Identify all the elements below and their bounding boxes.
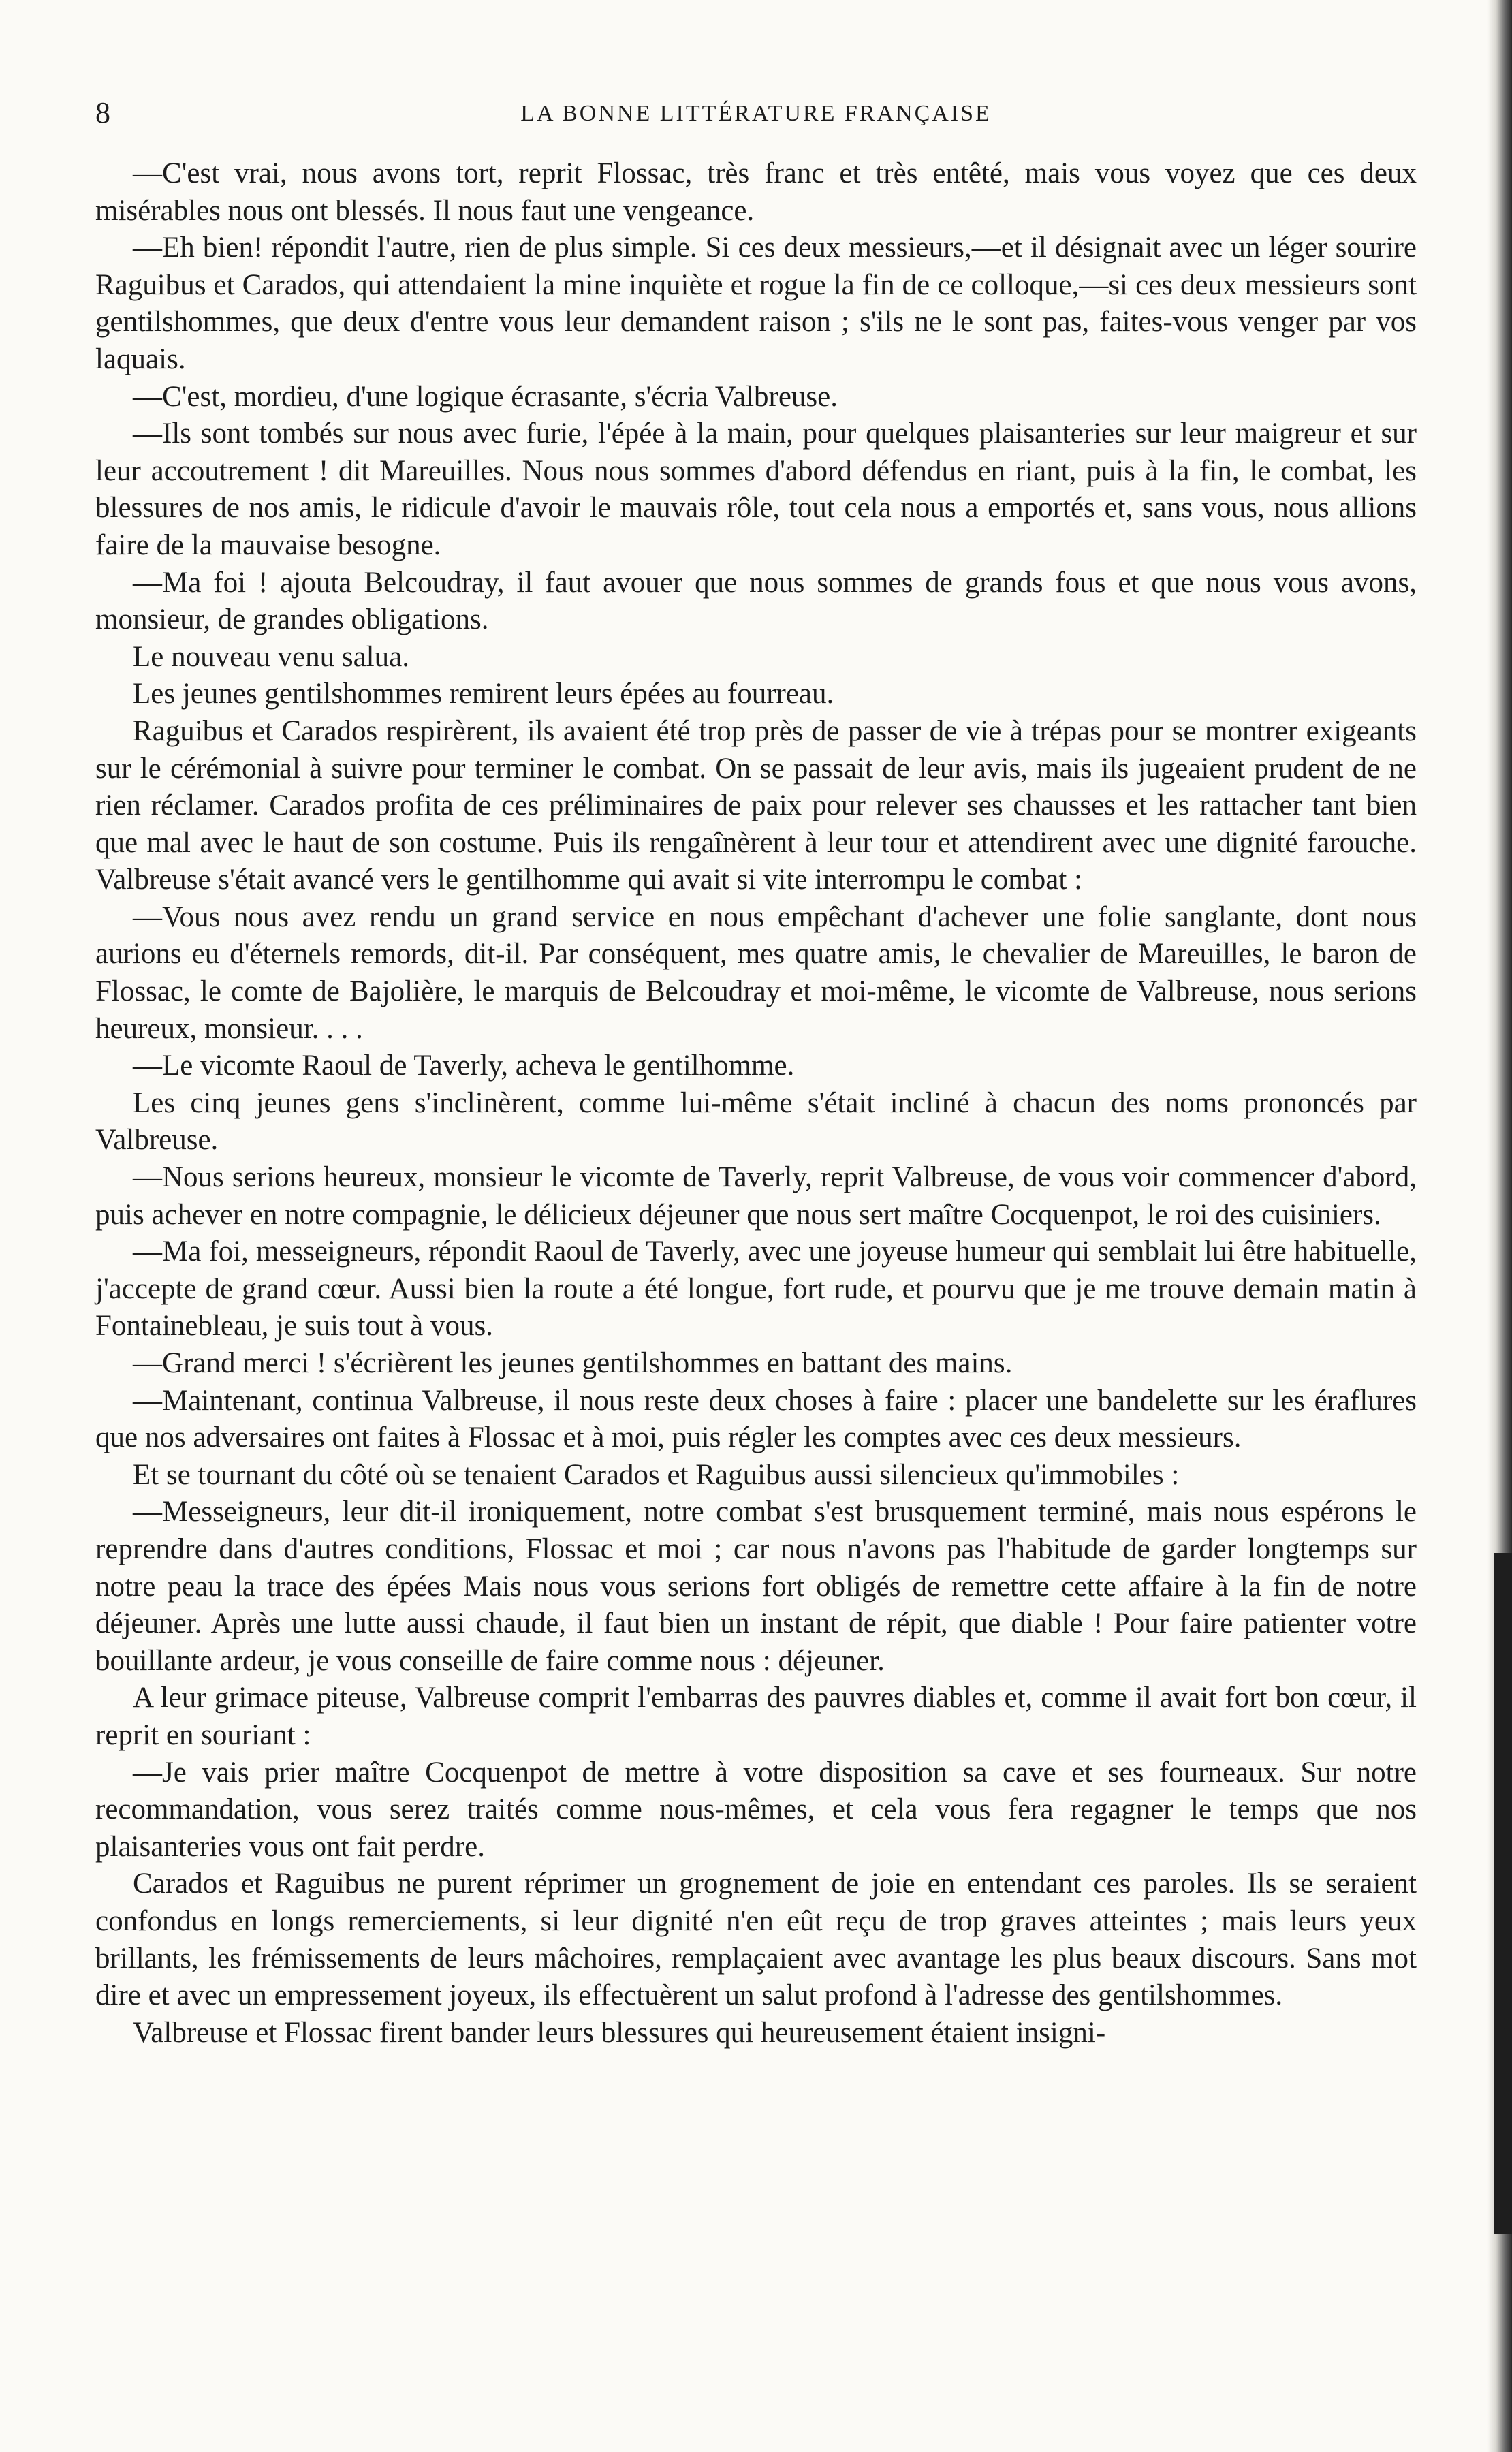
scan-edge-artifact xyxy=(1494,1553,1512,2234)
paragraph: —C'est vrai, nous avons tort, reprit Flossac, très franc et très entêté, mais vous voyez que ces deux misérables nous ont blessés. Il nous faut une vengeance. xyxy=(95,157,1417,227)
paragraph: Raguibus et Carados respirèrent, ils avaient été trop près de passer de vie à trépas pour se montrer exigeants sur le cérémonial à suivre pour terminer le combat. On se passait de leur avis, mais ils jugeaient prudent de ne rien réclamer. Carados profita de ces préliminaires de paix pour relever ses chausses et les rattacher tant bien que mal avec le haut de son costume. Puis ils rengaînèrent à leur tour et attendirent avec une dignité farouche. Valbreuse s'était avancé vers le gentilhomme qui avait si vite interrompu le combat : xyxy=(95,714,1417,896)
paragraph: —Le vicomte Raoul de Taverly, acheva le gentilhomme. xyxy=(133,1050,795,1082)
paragraph: —Ma foi ! ajouta Belcoudray, il faut avouer que nous sommes de grands fous et que nous vous avons, monsieur, de grandes obligations. xyxy=(95,566,1417,636)
paragraph: —Nous serions heureux, monsieur le vicomte de Taverly, reprit Valbreuse, de vous voir commencer d'abord, puis achever en notre compagnie, le délicieux déjeuner que nous sert maître Cocquenpot, le roi des cuisiniers. xyxy=(95,1161,1417,1231)
paragraph: Et se tournant du côté où se tenaient Carados et Raguibus aussi silencieux qu'immobiles : xyxy=(133,1458,1180,1491)
paragraph: A leur grimace piteuse, Valbreuse comprit l'embarras des pauvres diables et, comme il avait fort bon cœur, il reprit en souriant : xyxy=(95,1682,1417,1751)
paragraph: —Grand merci ! s'écrièrent les jeunes gentilshommes en battant des mains. xyxy=(133,1347,1013,1379)
paragraph: —Messeigneurs, leur dit-il ironiquement, notre combat s'est brusquement terminé, mais nous espérons le reprendre dans d'autres conditions, Flossac et moi ; car nous n'avons pas l'habitude de garder longtemps sur notre peau la trace des épées Mais nous vous serions fort obligés de remettre cette affaire à la fin de notre déjeuner. Après une lutte aussi chaude, il faut bien un instant de répit, que diable ! Pour faire patienter votre bouillante ardeur, je vous conseille de faire comme nous : déjeuner. xyxy=(95,1496,1417,1677)
running-header xyxy=(95,89,1417,143)
paragraph: Les jeunes gentilshommes remirent leurs épées au fourreau. xyxy=(133,678,834,710)
book-page xyxy=(95,89,1417,2418)
running-title: LA BONNE LITTÉRATURE FRANÇAISE xyxy=(520,101,992,126)
body-text xyxy=(95,155,1417,2052)
paragraph: —C'est, mordieu, d'une logique écrasante, s'écria Valbreuse. xyxy=(133,380,838,413)
paragraph: Carados et Raguibus ne purent réprimer un grognement de joie en entendant ces paroles. Ils se seraient confondus en longs remerciements, si leur dignité n'en eût reçu de trop graves atteintes ; mais leurs yeux brillants, les frémissements de leurs mâchoires, remplaçaient avec avantage les plus beaux discours. Sans mot dire et avec un empressement joyeux, ils effectuèrent un salut profond à l'adresse des gentilshommes. xyxy=(95,1868,1417,2012)
paragraph: Le nouveau venu salua. xyxy=(133,640,409,673)
paragraph: Valbreuse et Flossac firent bander leurs blessures qui heureusement étaient insigni- xyxy=(133,2016,1106,2049)
paragraph: Les cinq jeunes gens s'inclinèrent, comme lui-même s'était incliné à chacun des noms prononcés par Valbreuse. xyxy=(95,1086,1417,1157)
page-number: 8 xyxy=(95,96,110,129)
paragraph: —Je vais prier maître Cocquenpot de mettre à votre disposition sa cave et ses fourneaux. Sur notre recommandation, vous serez traités comme nous-mêmes, et cela vous fera regagner le temps que nos plaisanteries vous ont fait perdre. xyxy=(95,1756,1417,1863)
paragraph: —Vous nous avez rendu un grand service en nous empêchant d'achever une folie sanglante, dont nous aurions eu d'éternels remords, dit-il. Par conséquent, mes quatre amis, le chevalier de Mareuilles, le baron de Flossac, le comte de Bajolière, le marquis de Belcoudray et moi-même, le vicomte de Valbreuse, nous serions heureux, monsieur. . . . xyxy=(95,900,1417,1045)
paragraph: —Ils sont tombés sur nous avec furie, l'épée à la main, pour quelques plaisanteries sur leur maigreur et sur leur accoutrement ! dit Mareuilles. Nous nous sommes d'abord défendus en riant, puis à la fin, le combat, les blessures de nos amis, le ridicule d'avoir le mauvais rôle, tout cela nous a emportés et, sans vous, nous allions faire de la mauvaise besogne. xyxy=(95,418,1417,561)
paragraph: —Eh bien! répondit l'autre, rien de plus simple. Si ces deux messieurs,—et il désignait avec un léger sourire Raguibus et Carados, qui attendaient la mine inquiète et rogue la fin de ce colloque,—si ces deux messieurs sont gentilshommes, que deux d'entre vous leur demandent raison ; s'ils ne le sont pas, faites-vous venger par vos laquais. xyxy=(95,232,1417,375)
paragraph: —Ma foi, messeigneurs, répondit Raoul de Taverly, avec une joyeuse humeur qui semblait lui être habituelle, j'accepte de grand cœur. Aussi bien la route a été longue, fort rude, et pourvu que je me trouve demain matin à Fontainebleau, je suis tout à vous. xyxy=(95,1236,1417,1342)
paragraph: —Maintenant, continua Valbreuse, il nous reste deux choses à faire : placer une bandelette sur les éraflures que nos adversaires ont faites à Flossac et à moi, puis régler les comptes avec ces deux messieurs. xyxy=(95,1384,1417,1454)
